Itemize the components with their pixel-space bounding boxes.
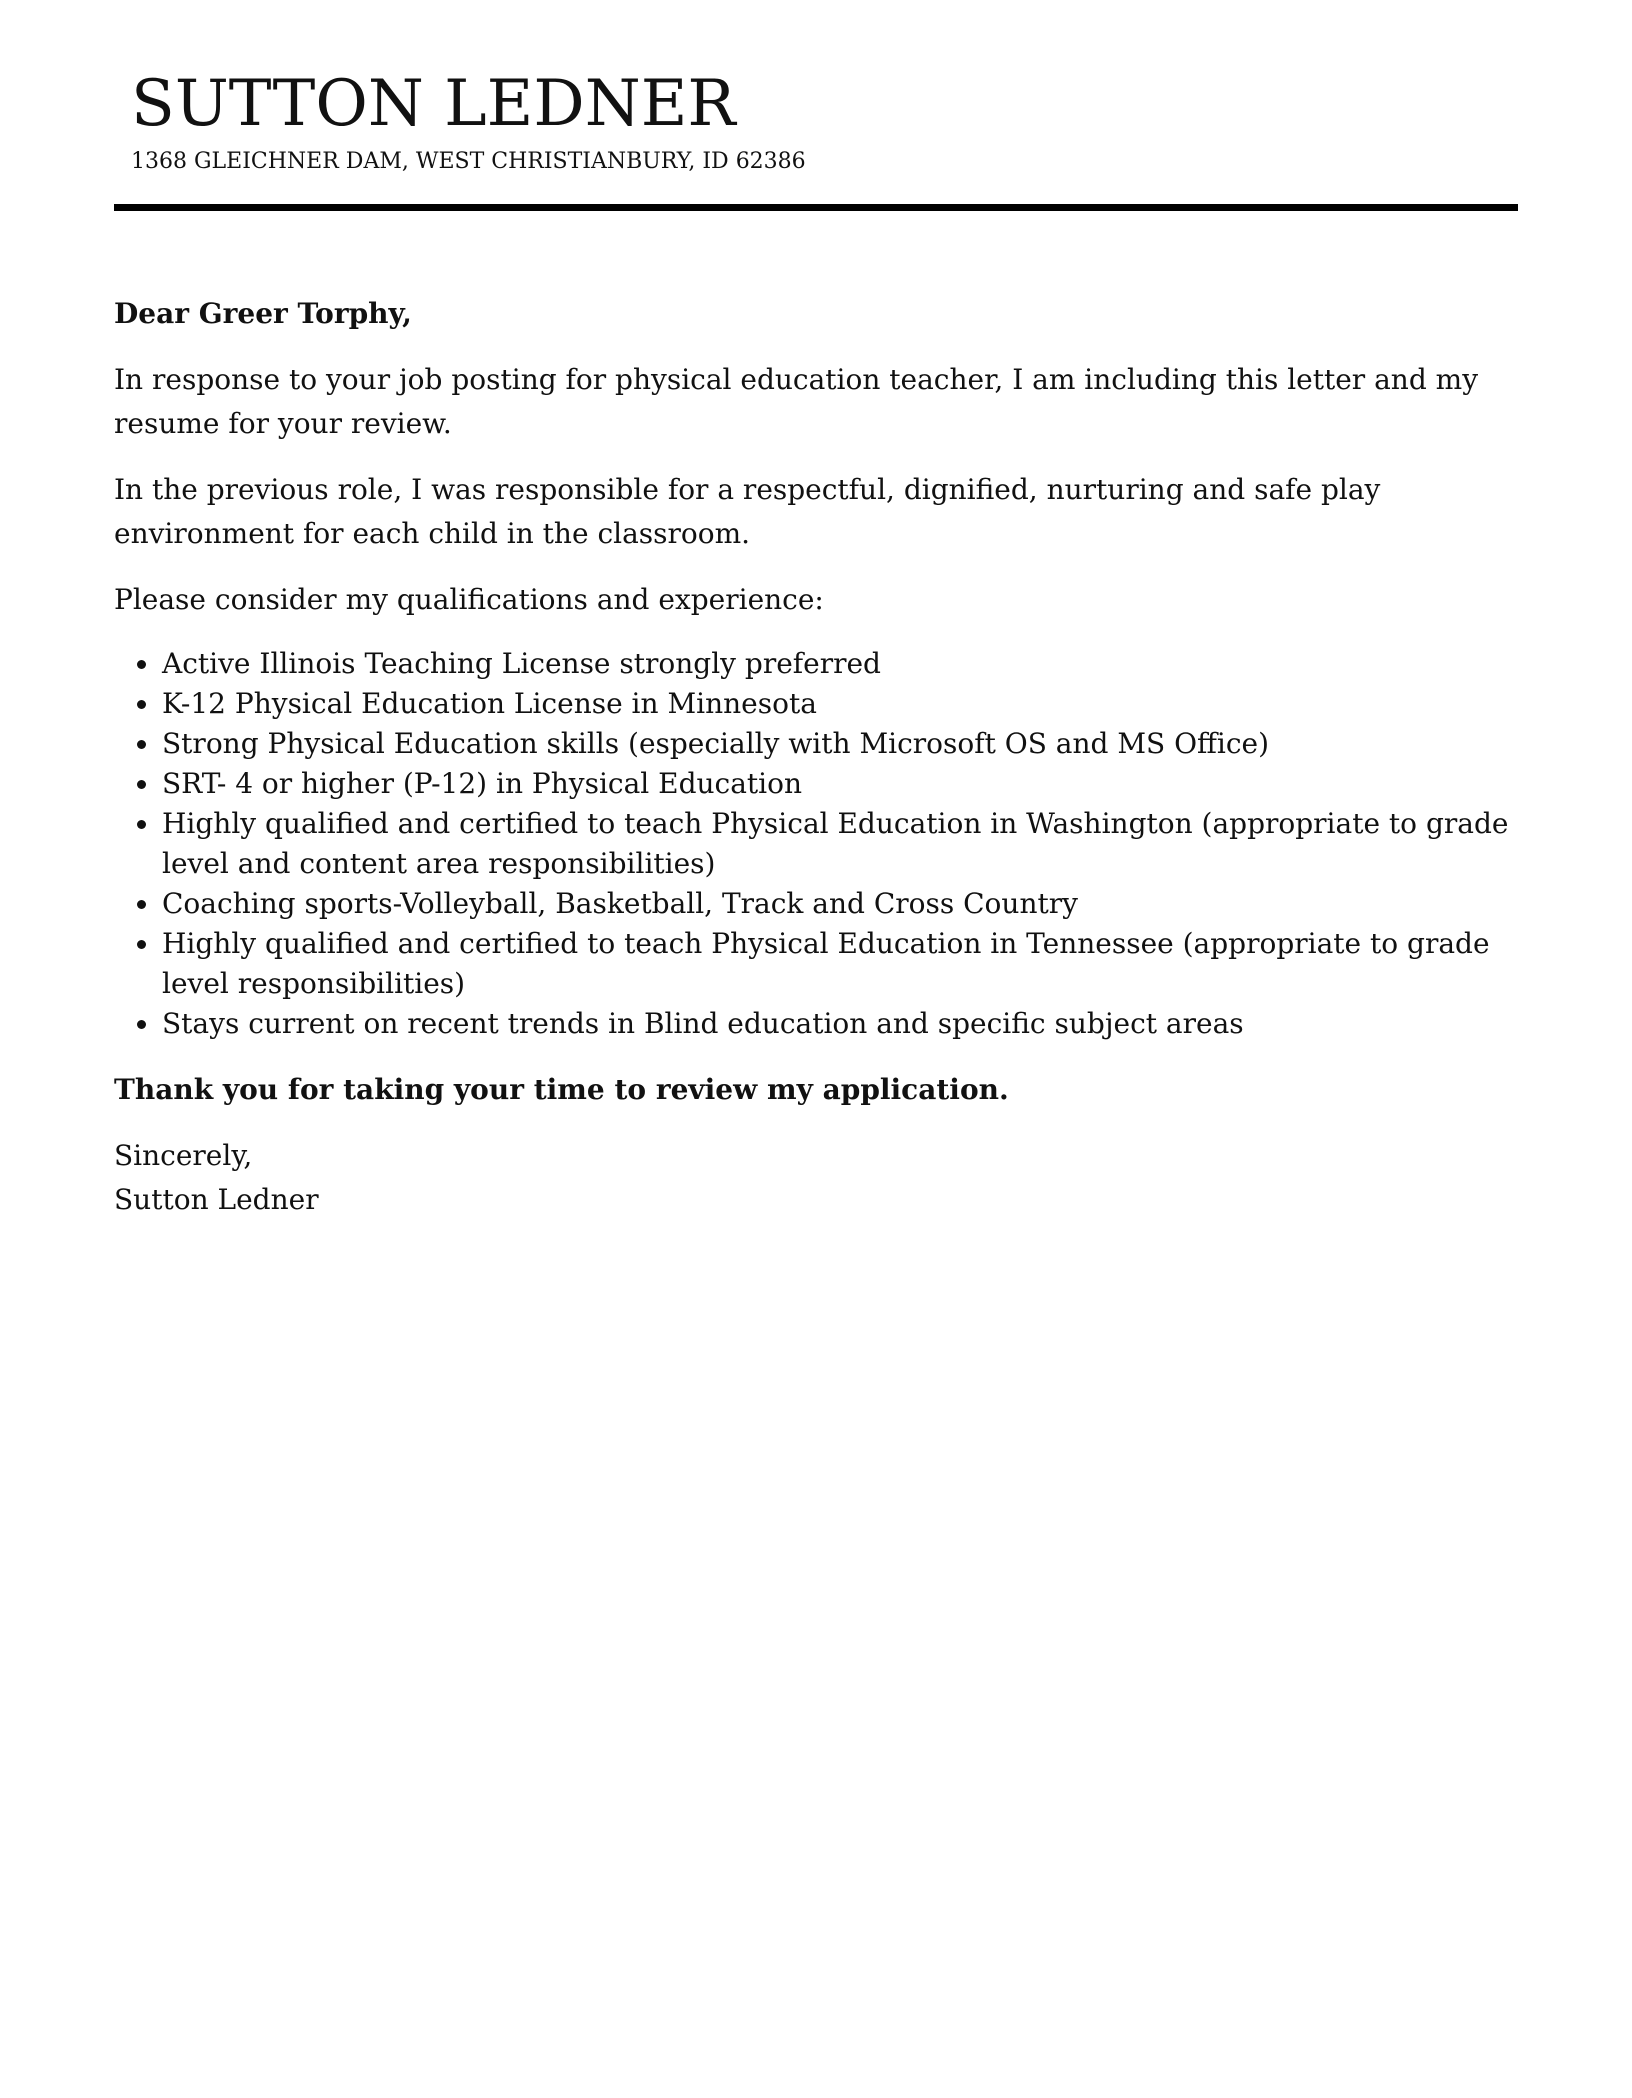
list-item: Strong Physical Education skills (especially with Microsoft OS and MS Office) (162, 724, 1518, 764)
bullet-icon (137, 660, 146, 669)
list-item: K-12 Physical Education License in Minnesota (162, 684, 1518, 724)
bullet-icon (137, 780, 146, 789)
signature: Sutton Ledner (114, 1183, 319, 1216)
bullet-icon (137, 940, 146, 949)
list-item: Stays current on recent trends in Blind education and specific subject areas (162, 1004, 1518, 1044)
signoff-block (114, 1134, 1518, 1222)
list-item: Coaching sports-Volleyball, Basketball, Track and Cross Country (162, 884, 1518, 924)
qualifications-list (114, 644, 1518, 1044)
applicant-address: 1368 GLEICHNER DAM, WEST CHRISTIANBURY, ID 62386 (131, 149, 806, 174)
list-item: Highly qualified and certified to teach Physical Education in Tennessee (appropriate to grade level responsibilities) (162, 924, 1518, 1004)
letter-body (114, 292, 1518, 1244)
list-item: Highly qualified and certified to teach Physical Education in Washington (appropriate to grade level and content area responsibilities) (162, 804, 1518, 884)
list-item: SRT- 4 or higher (P-12) in Physical Education (162, 764, 1518, 804)
bullet-icon (137, 1020, 146, 1029)
header-divider (114, 204, 1518, 211)
qualifications-intro: Please consider my qualifications and experience: (114, 583, 824, 616)
intro-paragraph: In response to your job posting for physical education teacher, I am including this letter and my resume for your review. (114, 363, 1479, 440)
greeting: Dear Greer Torphy, (114, 297, 412, 330)
signoff: Sincerely, (114, 1139, 253, 1172)
bullet-icon (137, 820, 146, 829)
applicant-name: SUTTON LEDNER (131, 67, 736, 141)
bullet-icon (137, 900, 146, 909)
closing-statement: Thank you for taking your time to review my application. (114, 1073, 1009, 1106)
bullet-icon (137, 740, 146, 749)
list-item: Active Illinois Teaching License strongly preferred (162, 644, 1518, 684)
experience-paragraph: In the previous role, I was responsible for a respectful, dignified, nurturing and safe play environment for each child in the classroom. (114, 473, 1381, 550)
bullet-icon (137, 700, 146, 709)
